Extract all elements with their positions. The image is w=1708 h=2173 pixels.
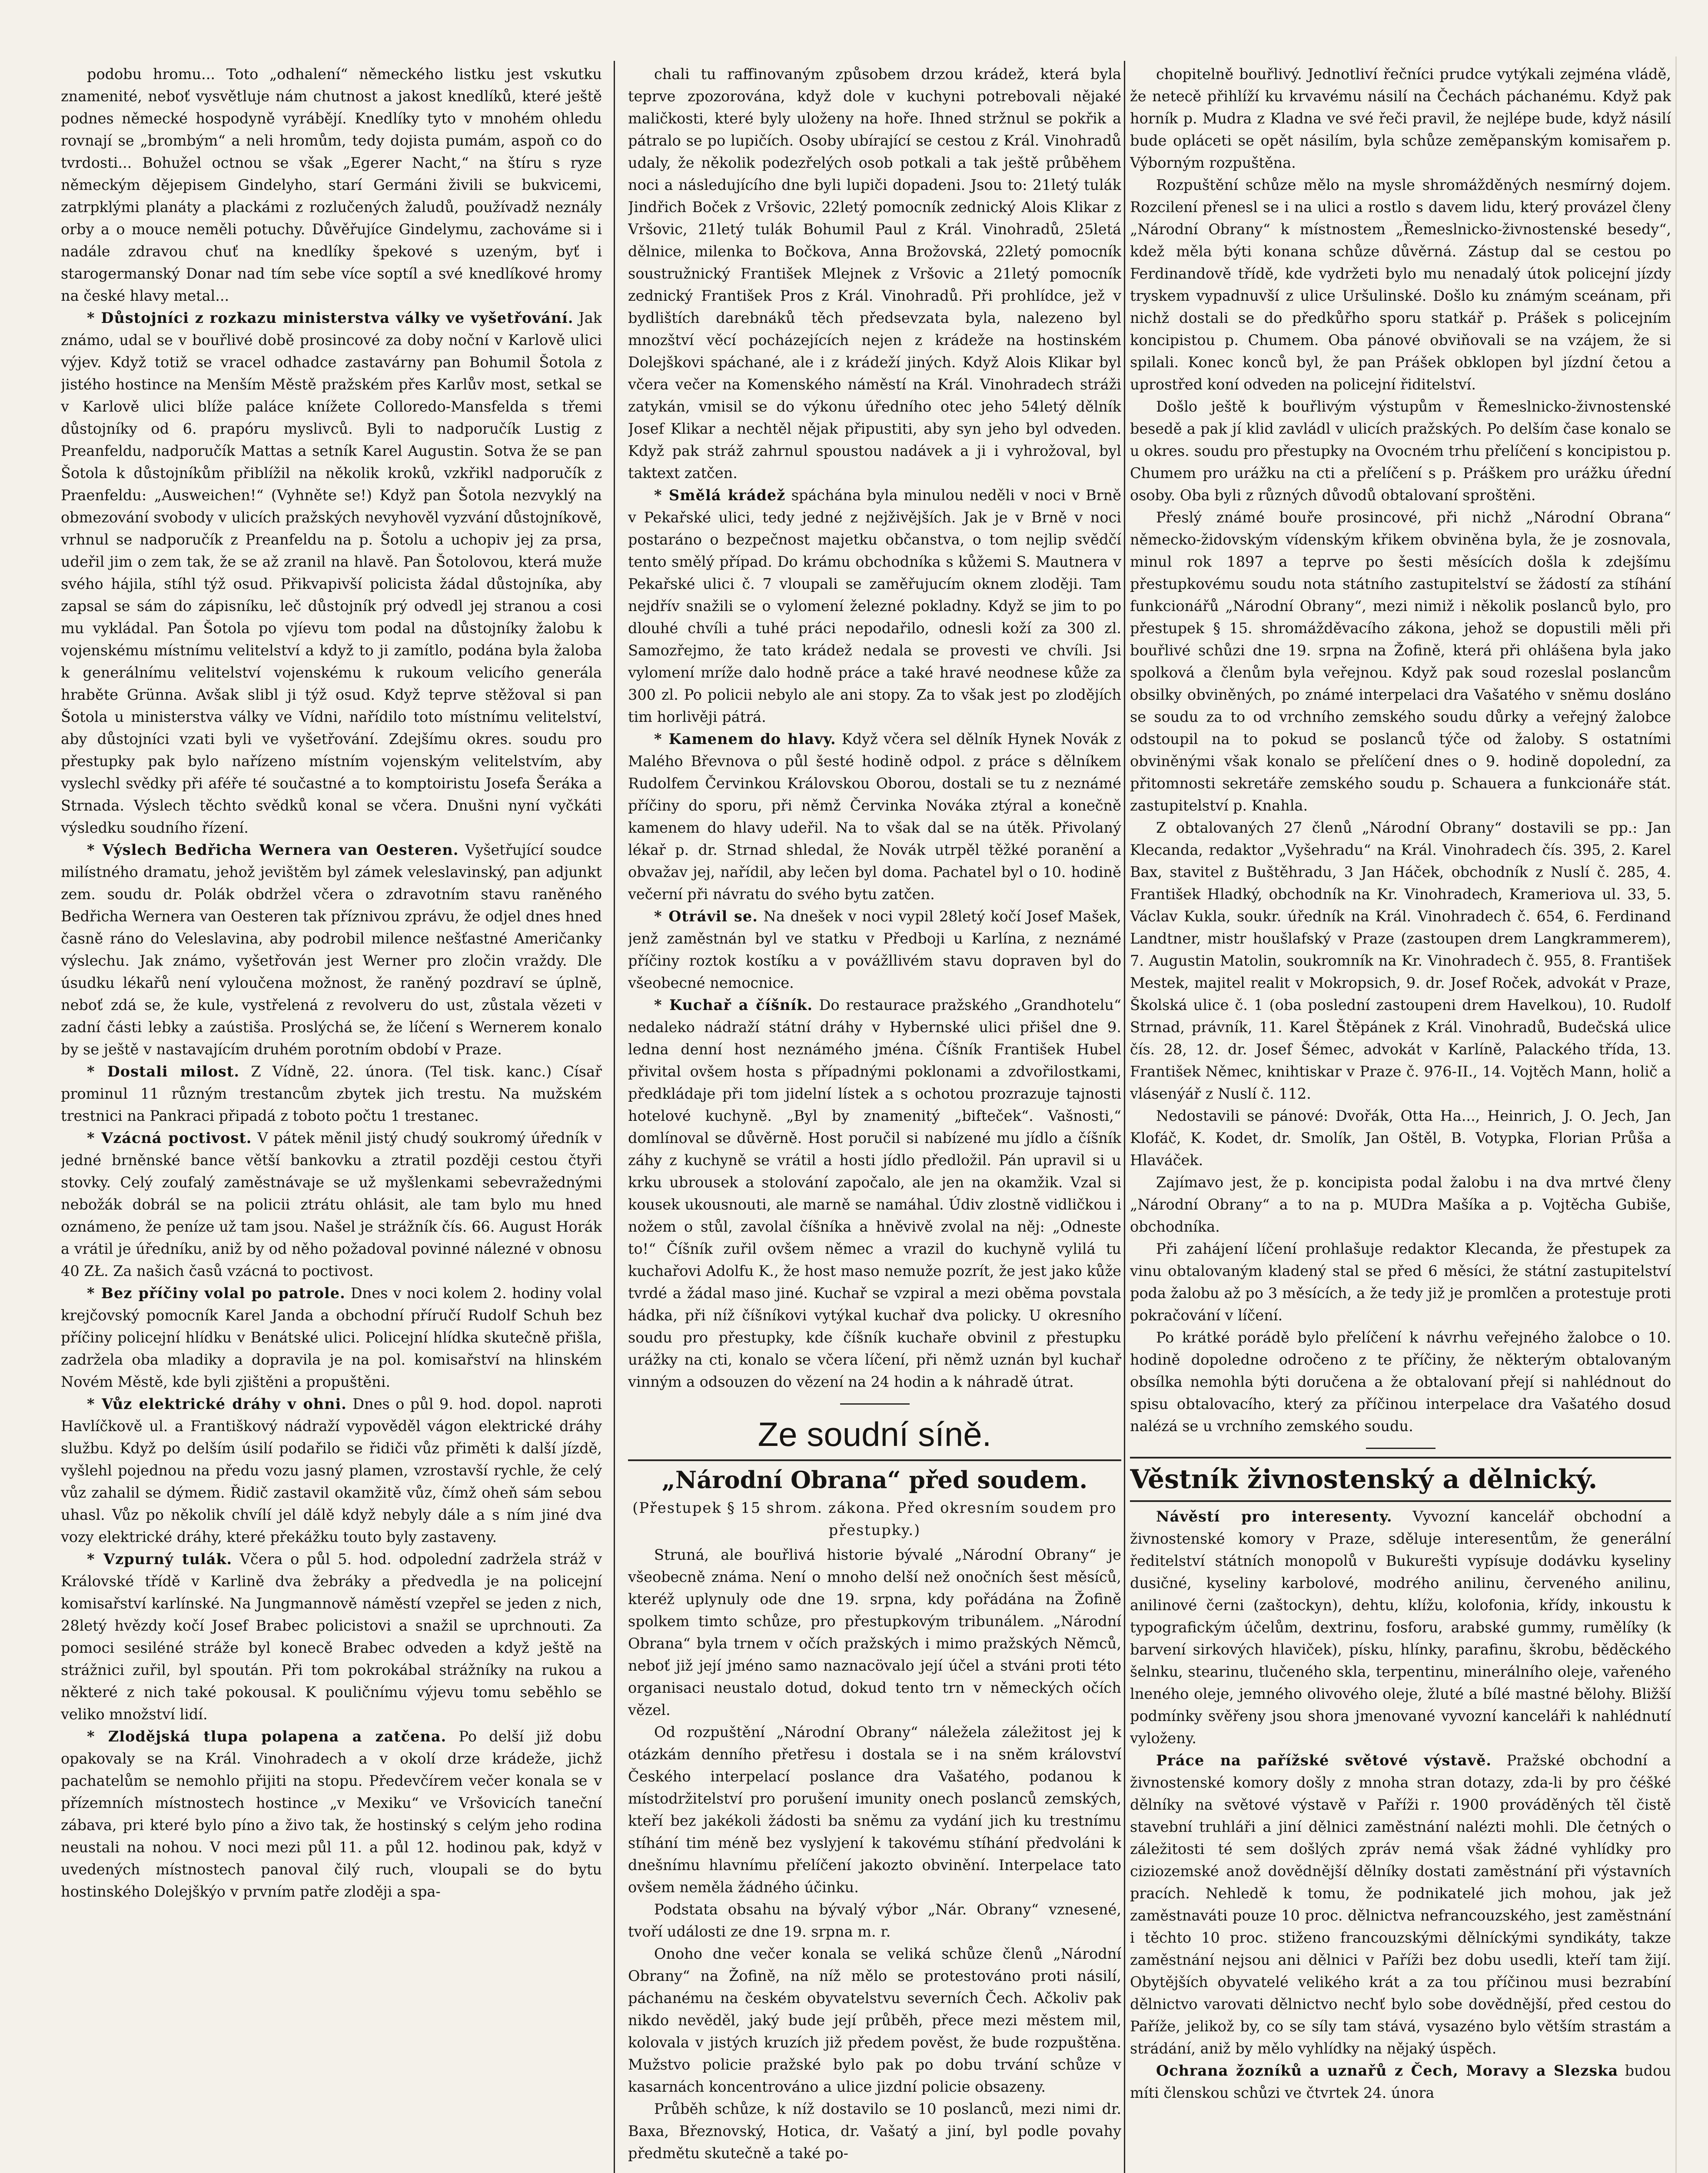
paragraph-text: Dnes o půl 9. hod. dopol. naproti Havlíčkově ul. a Františkový nádraží vypověděl vágon elektrické dráhy službu. Když po delším úsilí podařilo se řidiči vůz přiměti k další jízdě, vyšlehl pojednou na předu vozu jasný plamen, vzrostavší rychle, že celý vůz zahalil se dýmem. Řidič zastavil okamžitě vůz, čímž oheň sám sebou uhasl. Vůz po několik chvílí jel dálě když nebyly dále a s ním jiné dva vozy elektrické dráhy, které překážku touto byly zastaveny. (61, 1396, 602, 1545)
article-paragraph (628, 1544, 1121, 1721)
article-paragraph (628, 994, 1121, 1393)
paragraph-text: podobu hromu... Toto „odhalení“ německého listku jest vskutku znamenité, neboť vysvětluje nám chutnost a jakost knedlíků, které ještě podnes německé hospodyně vyrábějí. Knedlíky tyto v mnohém ohledu rovnají se „brombým“ a neli hromům, tedy dojista pumám, aspoň co do tvrdosti... Bohužel octnou se však „Egerer Nacht,“ na štíru s ryze německým dějepisem Gindelyho, starí Germáni živili se bukvicemi, zatrpklými planáty a plackámi z rozlučených žaludů, používadž neznály orby a o mouce neměli potuchy. Důvěřujíce Gindelymu, zachováme si i nadále zdravou chuť na knedlíky špekové s uzeným, byť i starogermanský Donar nad tím sebe více soptíl a své knedlíkové hromy na české hlavy metal... (61, 66, 602, 304)
paragraph-text: Průběh schůze, k níž dostavilo se 10 poslanců, mezi nimi dr. Baxa, Březnovský, Hotica, dr. Vašatý a jiní, byl podle povahy předmětu skutečně a také po- (628, 2100, 1121, 2162)
article-paragraph (61, 1060, 602, 1127)
article-paragraph (61, 839, 602, 1060)
paragraph-text: Jak známo, udal se v bouřlivé době prosincové za doby noční v Karlově ulici výjev. Když totiž se vracel odhadce zastavárny pan Bohumil Šotola z jistého hostince na Menším Městě pražském přes Karlův most, setkal se v Karlově ulici blíže paláce knížete Colloredo-Mansfelda s třemi důstojníky od 6. prapóru myslivců. Byli to nadporučík Lustig z Preanfeldu, nadporučík Mattas a setník Karel Augustin. Sotva že se pan Šotola k důstojníkům přiblížil na několik kroků, vzkřikl nadporučík z Praenfeldu: „Ausweichen!“ (Vyhněte se!) Když pan Šotola nezvyklý na obmezování svobody v ulicích pražských nevyhověl vyzvání důstojníkově, vrhnul se nadporučík z Preanfeldu na p. Šotolu a uchopiv jej za prsa, udeřil jim o zem tak, že se až zranil na hlavě. Pan Šotolovou, která muže svého hájila, stíhl týž osud. Přikvapivší policista žádal důstojníka, aby zapsal se sám do zápisníku, leč důstojník prý odvedl jej stranou a cosi mu vykládal. Pan Šotola po vjíevu tom podal na důstojníky žalobu k vojenskému místnímu velitelství a když to ji zamítlo, podána byla žaloba k generálnímu velitelství vojenskému k rukoum velicího generála hraběte Grünna. Avšak slibl ji týž osud. Když teprve stěžoval si pan Šotola u ministerstva války ve Vídni, nařídilo toto místnímu velitelství, aby důstojníci vzati byli ve vyšetřování. Zdejšímu okres. soudu pro přestupky pak bylo nařízeno místním vojenským velitelstvím, aby vyslechl svědky při aféře té součastné a to komptoiristu Josefa Šeráka a Strnada. Výslech těchto svědků konal se včera. Dnušni nyní vyčkáti výsledku soudního řízení. (61, 309, 602, 836)
article-heading: * Bez příčiny volal po patrole. (87, 1285, 346, 1302)
article-heading: Návěstí pro interesenty. (1156, 1508, 1392, 1525)
article-heading: * Dostali milost. (87, 1063, 240, 1080)
headline-rule (1130, 1457, 1671, 1459)
section-title: Ze soudní síně. (758, 1415, 992, 1453)
paragraph-text: Včera o půl 5. hod. odpolední zadržela stráž v Královské třídě v Karlině dva žebráky a předvedla je na policejní komisařství karlínské. Na Jungmannově náměstí vzepřel se jeden z nich, 28letý hvězdy kočí Josef Brabec policistovi a snažil se uprchnouti. Za pomoci sesiléné stráže byl konecě Brabec odveden a když ještě na strážnici zuřil, byl spoután. Při tom pokrokábal strážníky na rukou a některé z nich také pokousal. K pouličnímu výjevu tomu seběhlo se veliko množství lidí. (61, 1551, 602, 1723)
paragraph-text: Z obtalovaných 27 členů „Národní Obrany“ dostavili se pp.: Jan Klecanda, redaktor „Vyšehradu“ na Král. Vinohradech čís. 395, 2. Karel Bax, stavitel z Buštěhradu, 3 Jan Háček, obchodník z Nuslí č. 285, 4. František Hladký, obchodník na Kr. Vinohradech, Krameriova ul. 33, 5. Václav Kukla, soukr. úředník na Král. Vinohradech č. 654, 6. Ferdinand Landtner, mistr houšlafský v Praze (zastoupen drem Langkrammerem), 7. Augustin Matolin, soukromník na Kr. Vinohradech č. 955, 8. František Mestek, majitel realit v Mokropsich, 9. dr. Josef Roček, advokát v Praze, Školská ulice č. 1 (oba poslední zastoupeni drem Havelkou), 10. Rudolf Strnad, právník, 11. Karel Štěpánek z Král. Vinohradů, Budečská ulice čís. 28, 12. dr. Josef Šémec, advokát v Karlíně, Palackého třída, 13. František Němec, knihtiskar v Praze č. 976-II., 14. Vojtěch Mann, holič a vlásenýář z Nuslí č. 112. (1130, 819, 1671, 1102)
paragraph-text: Z Vídně, 22. února. (Tel tisk. kanc.) Císař prominul 11 různým trestancům zbytek jich trestu. Na mužském trestnici na Pankraci připadá z toboto počtu 1 trestanec. (61, 1063, 602, 1124)
paragraph-text: Na dnešek v noci vypil 28letý kočí Josef Mašek, jenž zaměstnán byl ve statku v Předboji u Karlína, z neznámé příčiny roztok kostíku a v povážllivém stavu dopraven byl do všeobecné nemocnice. (628, 908, 1121, 991)
article-paragraph (1130, 1326, 1671, 1437)
article-heading: Práce na pařížské světové výstavě. (1156, 1752, 1492, 1769)
article-heading: * Vzácná poctivost. (87, 1130, 252, 1146)
paragraph-text: Vyšetřující soudce milístného dramatu, jehož jevištěm byl zámek veleslavinský, pan adjunkt zem. soudu dr. Polák obdržel včera o zdravotním stavu raněného Bedřicha Wernera van Oesteren tak příznivou zprávu, že odjel dnes hned časně ráno do Veleslavina, aby podrobil milence nešťastné Američanky výslechu. Jak známo, vyšetřován jest Werner pro zločin vraždy. Dle úsudku lékařů není vyloučena možnost, že raněný pozdraví se úplně, neboť zdá se, že kule, vystřelená z revolveru do ust, zůstala vězeti v zadní části lebky a zaústiša. Proslýchá se, že líčení s Wernerem konalo by se ještě v nastavajícím druhém porotním období v Praze. (61, 841, 602, 1058)
paragraph-text: Po krátké porádě bylo přelíčení k návrhu veřejného žalobce o 10. hodině dopoledne odročeno z te příčiny, že některým obtalovaným obsílka nemohla býti doručena a že obtalovaní přejí si nahlédnout do spisu obtalovacího, který za příčinou interpelace dra Vašatého dosud nalézá se u vrchního zemského soudu. (1130, 1329, 1671, 1435)
article-paragraph (628, 1898, 1121, 1943)
paragraph-text: Onoho dne večer konala se veliká schůze členů „Národní Obrany“ na Žofině, na níž mělo se protestováno proti násilí, páchanému na českém obyvatelstvu severních Čech. Ačkoliv pak nikdo nevěděl, jaký bude její průběh, přece mezi městem mil, kolovala v jistých kruzích již předem pověst, že bude rozpuštěna. Mužstvo policie pražské bylo pak po dobu trvání schůze v kasarnách koncentrováno a ulice jizdní policie obsazeny. (628, 1945, 1121, 2095)
article-paragraph (61, 1548, 602, 1725)
section-separator (840, 1403, 910, 1405)
article-paragraph (61, 307, 602, 839)
paragraph-text: Rozpuštění schůze mělo na mysle shromážděných nesmírný dojem. Rozcilení přenesl se i na ulici a rostlo s davem lidu, který provázel členy „Národní Obrany“ k místnostem „Řemeslnicko-živnostenské besedy“, kdež měla býti konana schůze důvěrná. Zástup dal se cestou po Ferdinandově třídě, kde vydržeti bylo mu nenadalý útok policejní jízdy tryskem vypadnuvší z ulice Uršulinské. Došlo ku známým sceánam, při nichž dostali se do předkůřho sporu statkář p. Prášek s policejním koncipistou p. Chumem. Oba pánové obviňovali se na vzájem, že si spilali. Konec konců byl, že pan Prášek obklopen byl jízdní četou a uprostřed koní odveden na policejní řiditelství. (1130, 176, 1671, 393)
article-heading: * Výslech Bedřicha Wernera van Oesteren. (87, 841, 459, 858)
article-paragraph (61, 1282, 602, 1393)
paragraph-text: Došlo ještě k bouřlivým výstupům v Řemeslnicko-živnostenské besedě a pak jí klid zavládl v ulicích pražských. Po delším čase konalo se u okres. soudu pro přestupky na Ovocném trhu přelíčení s koncipistou p. Chumem pro urážku na cti a přelíčení s p. Práškem pro urážku úřední osoby. Oba byli z různých důvodů obtalovaní sproštěni. (1130, 398, 1671, 504)
column-rule (1124, 61, 1125, 2173)
article-paragraph (1130, 817, 1671, 1105)
article-paragraph (1130, 506, 1671, 817)
article-paragraph (1130, 395, 1671, 506)
article-heading: * Vzpurný tulák. (87, 1551, 233, 1568)
paragraph-text: Podstata obsahu na bývalý výbor „Nár. Obrany“ vznesené, tvoří události ze dne 19. srpna m. r. (628, 1901, 1121, 1940)
article-heading: * Zlodějská tlupa polapena a zatčena. (87, 1728, 447, 1745)
article-heading: * Důstojníci z rozkazu ministerstva války ve vyšetřování. (87, 309, 574, 326)
paragraph-text: chopitelně bouřlivý. Jednotliví řečníci prudce vytýkali zejména vládě, že netecě přihlíží ku krvavému násilí na Čechách páchanému. Když pak horník p. Mudra z Kladna ve své řeči pravil, že nejlépe bude, když násilí bude opláceti se opět násilím, byla schůze zeměpanským komisařem p. Výborným rozpuštěna. (1130, 66, 1671, 171)
article-paragraph (1130, 1749, 1671, 2060)
headline-rule (628, 1459, 1121, 1461)
article-heading: * Vůz elektrické dráhy v ohni. (87, 1396, 347, 1412)
article-paragraph (1130, 174, 1671, 395)
paragraph-text: Když včera sel dělník Hynek Novák z Malého Břevnova o půl šesté hodině odpol. z práce s dělníkem Rudolfem Červinkou Královskou Oborou, dostali se tu z neznámé příčiny do sporu, při němž Červinka Nováka ztýral a konečně kamenem do hlavy udeřil. Na to však dal se na útěk. Přivolaný lékař p. dr. Strnad shledal, že Novák utrpěl těžké poranění a obvažav jej, nařídil, aby lečen byl doma. Pachatel byl o 10. hodině večerní při návratu do svého bytu zatčen. (628, 731, 1121, 903)
section-title: Věstník živnostenský a dělnický. (1130, 1464, 1598, 1495)
article-paragraph (61, 1725, 602, 1903)
article-paragraph (61, 1393, 602, 1548)
court-headline: „Národní Obrana“ před soudem. (661, 1466, 1088, 1494)
article-paragraph (1130, 1171, 1671, 1238)
article-paragraph (1130, 1505, 1671, 1749)
paragraph-text: Po delší již dobu opakovaly se na Král. Vinohradech a v okolí drze krádeže, jichž pachatelům se nemohlo přijiti na stopu. Předevčírem večer konala se v přízemních místnostech hostince „v Mexiku“ ve Vršovicích taneční zábava, pri které bylo píno a živo tak, že hostinský s celým jeho rodina neustali na nohou. V noci mezi půl 11. a půl 12. hodinou pak, když v uvedených místnostech panoval čilý ruch, vloupali se do bytu hostinského Dolejškýo v prvním patře zloději a spa- (61, 1728, 602, 1900)
article-heading: Ochrana žozníků a uznařů z Čech, Moravy a Slezska (1156, 2062, 1618, 2079)
paragraph-text: budou míti členskou schůzi ve čtvrtek 24. února (1130, 2062, 1671, 2101)
paragraph-text: Vyvozní kancelář obchodní a živnostenské komory v Praze, sděluje interesentům, že generální ředitelství státních monopolů v Bukurešti vypísuje dodávku kyseliny dusičné, kyseliny karbolové, modrého anilinu, červeného anilinu, anilinové černi (zaštockyn), dehtu, klížu, kolofonia, křídy, inkoustu k typografickým účelům, dextrinu, fosforu, arabské gummy, rumělíky (k barvení sirkových hlaviček), písku, hlínky, parafinu, škrobu, běděckého šelnku, stearinu, tlučeného skla, terpentinu, minerálního oleje, vařeného lneného oleje, jemného olivového oleje, žluté a bílé mastné bělohy. Bližší podmínky svěřeny jsou shora jmenované vyvozní kanceláři k nahlédnutí vyloženy. (1130, 1508, 1671, 1747)
column-left (61, 63, 602, 2173)
article-heading: * Smělá krádež (654, 487, 786, 504)
page-edge-line (1675, 56, 1677, 2173)
article-paragraph (1130, 63, 1671, 174)
paragraph-text: Dnes v noci kolem 2. hodiny volal krejčovský pomocník Karel Janda a obchodní příručí Rudolf Schuh bez příčiny policejní hlídku v Benátské ulici. Policejní hlídka skutečně přišla, zadržela oba mladiky a dopravila je na pol. komisařství na hlinském Novém Městě, kde byli zjištěni a propuštěni. (61, 1285, 602, 1390)
article-paragraph (628, 1721, 1121, 1898)
column-right (1130, 63, 1671, 2173)
section-separator (1366, 1448, 1436, 1449)
paragraph-text: Nedostavili se pánové: Dvořák, Otta Ha..., Heinrich, J. O. Jech, Jan Klofáč, K. Kodet, dr. Smolík, Jan Oštěl, B. Votypka, Florian Průša a Hlaváček. (1130, 1107, 1671, 1169)
article-paragraph (628, 905, 1121, 994)
paragraph-text: Při zahájení líčení prohlašuje redaktor Klecanda, že přestupek za vinu obtalovaným kladený stal se před 6 měsíci, že státní zastupitelství poda žalobu až po 3 měsících, a že tedy již je promlčen a protestuje proti pokračování v líčení. (1130, 1240, 1671, 1324)
paragraph-text: spáchána byla minulou neděli v noci v Brně v Pekařské ulici, tedy jedné z nejživějších. Jak je v Brně v noci postaráno o bezpečnost majetku občanstva, o tom nejlip svědčí tento smělý případ. Do krámu obchodníka s kůžemi S. Mautnera v Pekařské ulici č. 7 vloupali se zaměřujucím oknem zloději. Tam nejdřív snažili se o vylomení železné pokladny. Když se jim to po dlouhé chvíli a tuhé práci nepodařilo, odnesli koží za 300 zl. Samozřejmo, že tato krádež nedala se provesti ve chvíli. Jsi vylomení mríže dalo hodně práce a také hravé neodnese kůže za 300 zl. Po policii nebylo ale ani stopy. Za to však jest po zlodějích tim horlivěji pátrá. (628, 487, 1121, 725)
paragraph-text: Struná, ale bouřlivá historie bývalé „Národní Obrany“ je všeobecně známa. Není o mnoho delší než onočních šest měsíců, kteréž uplynuly ode dne 19. srpna, kdy pořádána na Žofině spolkem timto schůze, pro přestupkovým tribunálem. „Národní Obrana“ byla trnem v očích pražských i mimo pražských Němců, neboť již její jméno samo naznacövalo její účel a stváni proti této organisaci neustalo dotud, dokud tento trn v německých očích vězel. (628, 1546, 1121, 1718)
column-middle (628, 63, 1121, 2173)
article-paragraph (628, 484, 1121, 728)
article-paragraph (1130, 2060, 1671, 2104)
article-paragraph (1130, 1238, 1671, 1326)
column-rule (614, 61, 615, 2173)
article-paragraph (628, 2098, 1121, 2164)
paragraph-text: Pražské obchodní a živnostenské komory došly z mnoha stran dotazy, zda-li by pro čéšké dělníky na světové výstavě v Paříži r. 1900 prováděných těl čistě stavební truhláři a jiní dělnici zaměstnání nalézti mohli. Dle četných o záležitosti té sem došlých zpráv nemá však žádné vyhlídky pro ciziozemské anož dovědnější dělníky dostati zaměstnání při výstavních pracích. Nehledě k tomu, že podnikatelé jich mohou, jak jež zaměstnaváti pouze 10 proc. dělnictva nefrancouzského, jest zaměstnání i těchto 10 proc. stiženo francouzskými dělníckými syndikáty, takze zaměstnání nejsou ani dělnici v Paříži bez dobu usedli, kteří tam žijí. Obytějších obyvatelé velikého krát a za tou příčinou musi bezrabíní dělnictvo varovati dělnictvo nechť bylo sobe dovědnější, před cestou do Paříže, jelikož by, co se síly tam stává, vysazéno bylo větším strastám a strádání, aniž by mělo vyhlídky na nějaký úspěch. (1130, 1752, 1671, 2057)
article-heading: * Otrávil se. (654, 908, 758, 925)
paragraph-text: Od rozpuštění „Národní Obrany“ náležela záležitost jej k otázkám denního přetřesu i dostala se i na sněm království Českého interpelací poslance dra Vašatého, podanou k místodržitelství pro porušení imunity onech poslanců zemských, kteří bez jakékoli žádosti ba sněmu za vydání jich ku trestnímu stíhání tim méně bez vyslyjení k takovému stíhání předvoláni k dnešnímu hlavnímu přelíčení jakozto obvinění. Interpelace tato ovšem neměla žádného účinku. (628, 1724, 1121, 1896)
article-paragraph (628, 1943, 1121, 2098)
article-paragraph (1130, 1105, 1671, 1171)
paragraph-text: chali tu raffinovaným způsobem drzou krádež, která byla teprve zpozorována, když dole v kuchyni potrebovali nějaké maličkosti, které byly uloženy na hoře. Ihned stržnul se pokřik a pátralo se po lupičích. Osoby ubírající se cestou z Král. Vinohradů udaly, že několik podezřelých osob potkali a tak ještě průběhem noci a následujícího dne byli lupiči dopadeni. Jsou to: 21letý tulák Jindřich Boček z Vršovic, 22letý pomocník zednický Alois Klikar z Vršovic, 21letý tulák Bohumil Paul z Král. Vinohradů, 25letá dělnice, milenka to Bočkova, Anna Brožovská, 22letý pomocník soustružnický František Mlejnek z Vršovic a 21letý pomocník zednický František Pros z Král. Vinohradů. Při prohlídce, jež v bydlištích darebnáků těch předsevzata byla, nalezeno byl mnozštví věcí pocházejících nejen z krádeže na hostinském Dolejškovi spáchané, ale i z krádeží jiných. Když Alois Klikar byl včera večer na Komenského náměstí na Král. Vinohradech stráži zatykán, vmisil se do výkonu úředního otec jeho 54letý dělník Josef Klikar a nechtěl nějak připustiti, aby syn jeho byl odveden. Když pak stráž zahrnul spoustou nadávek a ji i vyhrožoval, byl taktext zatčen. (628, 66, 1121, 482)
article-heading: * Kamenem do hlavy. (654, 731, 836, 748)
article-paragraph (628, 728, 1121, 905)
article-paragraph (61, 1127, 602, 1282)
court-note: (Přestupek § 15 shrom. zákona. Před okresním soudem pro přestupky.) (632, 1499, 1117, 1538)
paragraph-text: Zajímavo jest, že p. koncipista podal žalobu i na dva mrtvé členy „Národní Obrany“ a to na p. MUDra Mašíka a p. Vojtěcha Gubiše, obchodníka. (1130, 1174, 1671, 1235)
article-paragraph (61, 63, 602, 307)
paragraph-text: Do restaurace pražského „Grandhotelu“ nedaleko nádraží státní dráhy v Hybernské ulici přišel dne 9. ledna denní host neznámého jména. Číšník František Hubel přivital ovšem hosta s případnými poklonami a zdvořilostkami, předkládaje při tom jidelní lístek a s ochotou prozrazuje tajnosti hotelové kuchyně. „Byl by znamenitý „bifteček“. Vašnosti,“ domlínoval se důvěrně. Host poručil si nabízené mu jídlo a číšník záhy z kuchyně se vrátil a hosti jídlo předložil. Pán upravil si u krku ubrousek a stolování započalo, ale jen na okamžik. Vzal si kousek ukousnouti, ale marně se namáhal. Údiv zlostně vidličkou i nožem o stůl, zavolal číšníka a hněvivě zvolal na něj: „Odneste to!“ Číšník zuřil ovšem němec a vrazil do kuchyně vylilá tu kuchařovi Adolfu K., že host maso nemuže pozrít, že jest jako kůže tvrdé a žádal maso jiné. Kuchař se vzpiral a mezi oběma povstala hádka, při níž číšníkovi vytýkal kuchař dva policky. U okresního soudu pro přestupky, kde číšník kuchaře obvinil z přestupku urážky na cti, konalo se včera líčení, při němž uznán byl kuchař vinným a odsouzen do vězení na 24 hodin a k náhradě útrat. (628, 997, 1121, 1390)
article-paragraph (628, 63, 1121, 484)
article-heading: * Kuchař a číšník. (654, 997, 813, 1013)
paragraph-text: Přeslý známé bouře prosincové, při nichž „Národní Obrana“ německo-židovským vídenským křikem obviněna byla, že je zosnovala, minul rok 1897 a teprve po šesti měsících došla k zdejšímu přestupkovému soudu nota státního zastupitelství se žádostí za stíhání funkcionářů „Národní Obrany“, mezi nimiž i několik poslanců bylo, pro přestupek § 15. shromážděvacího zákona, jehož se dopustili měli při bouřlivé schůzi dne 19. srpna na Žofině, která při ohlášena byla jako spolková a členům byla veřejnou. Když pak soud rozeslal poslancům obsilky obviněných, po známé interpelaci dra Vašatého v sněmu dosláno se soudu za to od vrchního zemského soudu důrky a veřejný žalobce odstoupil na to pokud se poslanců týče od žaloby. S ostatními obviněnými však konalo se přelíčení dnes o 9. hodině dopolední, za přitomnosti sekretáře zemského soudu p. Schauera a funkcionáře stát. zastupitelství p. Knahla. (1130, 509, 1671, 814)
headline-rule (1130, 1500, 1671, 1502)
paragraph-text: V pátek měnil jistý chudý soukromý úředník v jedné brněnské bance větší bankovku a ztratil později cestou čtyři stovky. Celý zoufalý zaměstnávaje se už myšlenkami sebevražednými nebožák dobrál se na policii ztrátu ohlásit, ale tam bylo mu hned oznámeno, že peníze už tam jsou. Našel je strážník čís. 66. August Horák a vrátil je úředníku, aniž by od něho požadoval povinné nálezné v obnosu 40 ZŁ. Za našich časů vzácná to poctivost. (61, 1130, 602, 1279)
